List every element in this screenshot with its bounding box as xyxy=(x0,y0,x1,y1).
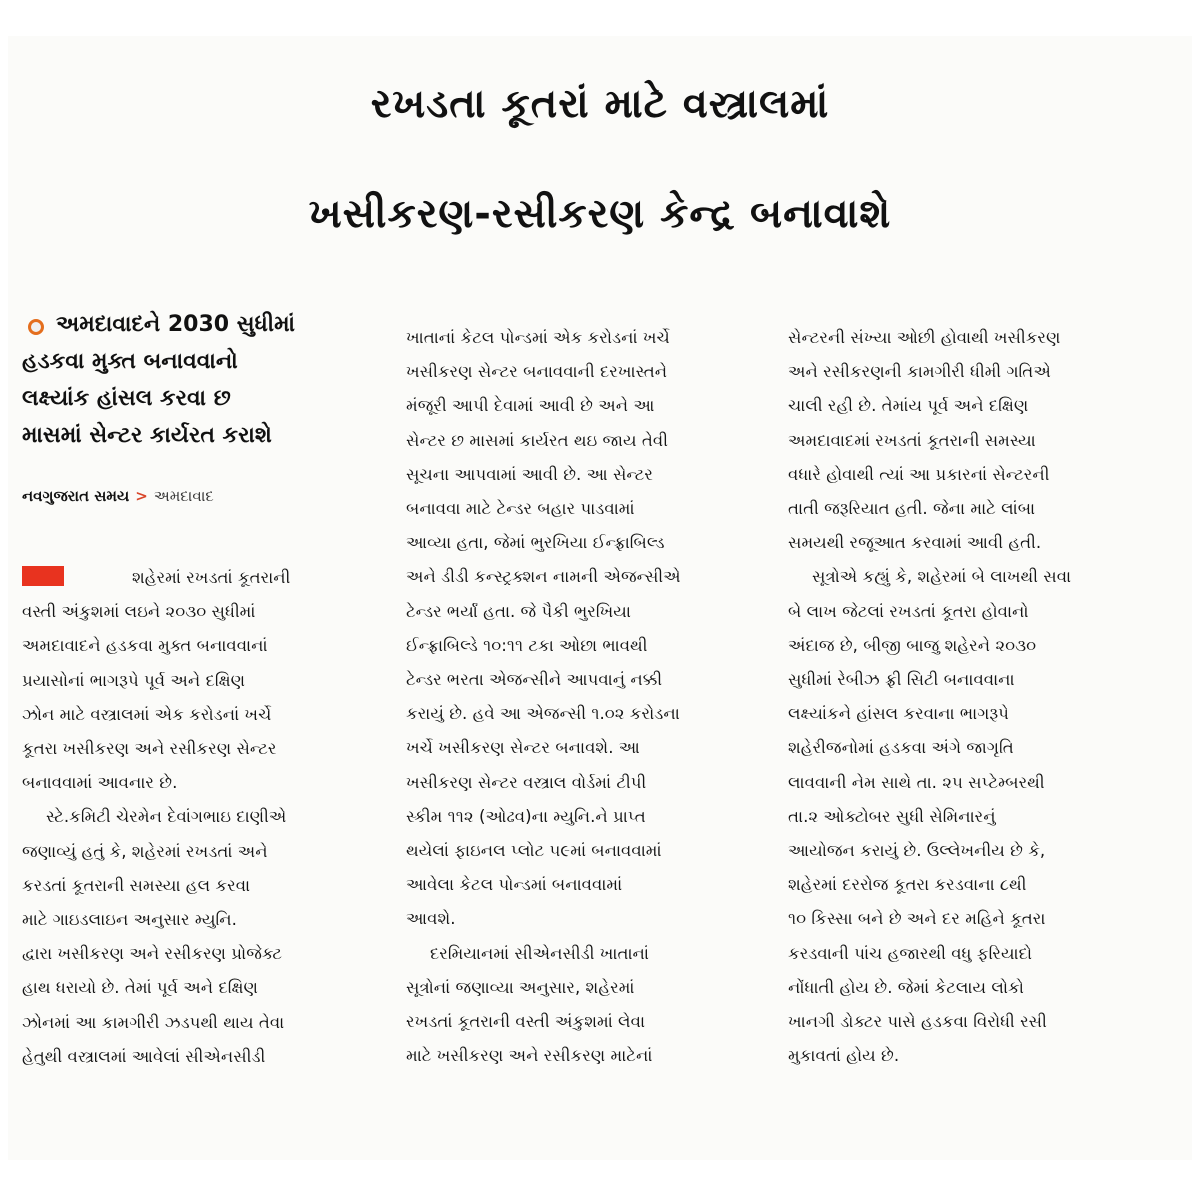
article-line: લાવવાની નેમ સાથે તા. ૨૫ સપ્ટેમ્બરથી xyxy=(788,772,1045,792)
article-line: ૧૦ કિસ્સા બને છે અને દર મહિને કૂતરા xyxy=(788,909,1046,929)
bullet-icon xyxy=(28,319,44,335)
article-line: આવશે. xyxy=(406,909,456,929)
subheadline-line: અમદાવાદને 2030 સુધીમાં xyxy=(56,312,295,337)
article-line: બનાવવા માટે ટેન્ડર બહાર પાડવામાં xyxy=(406,499,635,519)
article-line: ઝોન માટે વસ્ત્રાલમાં એક કરોડનાં ખર્ચે xyxy=(22,704,272,724)
article-line: અમદાવાદમાં રખડતાં કૂતરાની સમસ્યા xyxy=(788,430,1036,450)
article-line: તાતી જરૂરિયાત હતી. જેના માટે લાંબા xyxy=(788,499,1036,519)
article-line: ચાલી રહી છે. તેમાંય પૂર્વ અને દક્ષિણ xyxy=(788,396,1029,416)
article-line: જણાવ્યું હતું કે, શહેરમાં રખડતાં અને xyxy=(22,841,268,861)
article-line: ખાનગી ડોક્ટર પાસે હડકવા વિરોધી રસી xyxy=(788,1012,1047,1032)
article-line: ખસીકરણ સેન્ટર વસ્ત્રાલ વોર્ડમાં ટીપી xyxy=(406,772,647,792)
article-line: અને ડીડી કન્સ્ટ્રક્શન નામની એજન્સીએ xyxy=(406,567,681,587)
article-line: શહેરમાં રખડતાં કૂતરાની xyxy=(132,568,291,587)
article-line: વધારે હોવાથી ત્યાં આ પ્રકારનાં સેન્ટરની xyxy=(788,464,1050,484)
article-line: ખસીકરણ સેન્ટર બનાવવાની દરખાસ્તને xyxy=(406,362,668,382)
headline-line-1: રખડતા કૂતરાં માટે વસ્ત્રાલમાં xyxy=(370,81,830,127)
article-line: ખર્ચે ખસીકરણ સેન્ટર બનાવશે. આ xyxy=(406,738,640,758)
article-line: મંજૂરી આપી દેવામાં આવી છે અને આ xyxy=(406,396,655,416)
article-line: શહેરમાં દરરોજ કૂતરા કરડવાના ૮થી xyxy=(788,875,1027,895)
article-line: કરડવાની પાંચ હજારથી વધુ ફરિયાદો xyxy=(788,943,1033,963)
subheadline-line: માસમાં સેન્ટર કાર્યરત કરાશે xyxy=(22,423,272,448)
article-line: ટેન્ડર ભર્યાં હતા. જે પૈકી ભુરખિયા xyxy=(406,601,631,621)
article-line: ટેન્ડર ભરતા એજન્સીને આપવાનું નક્કી xyxy=(406,670,663,690)
article-line: લક્ષ્યાંકને હાંસલ કરવાના ભાગરૂપે xyxy=(788,704,1009,724)
article-line: હાથ ધરાયો છે. તેમાં પૂર્વ અને દક્ષિણ xyxy=(22,978,258,998)
byline xyxy=(22,486,214,506)
byline-source: નવગુજરાત સમય xyxy=(22,487,130,505)
article-column-2 xyxy=(406,321,772,1073)
article-line: આવ્યા હતા, જેમાં ભુરખિયા ઈન્ફ્રાબિલ્ડ xyxy=(406,533,665,553)
article-line: ખાતાનાં કેટલ પોન્ડમાં એક કરોડનાં ખર્ચે xyxy=(406,328,670,347)
newspaper-clipping xyxy=(8,36,1192,1160)
article-line: અને રસીકરણની કામગીરી ધીમી ગતિએ xyxy=(788,362,1051,382)
article-line: શહેરીજનોમાં હડકવા અંગે જાગૃતિ xyxy=(788,738,1014,758)
subheadline xyxy=(22,306,394,454)
article-line: માટે ખસીકરણ અને રસીકરણ માટેનાં xyxy=(406,1046,653,1066)
article-line: હેતુથી વસ્ત્રાલમાં આવેલાં સીએનસીડી xyxy=(22,1046,266,1066)
article-line: અમદાવાદને હડકવા મુક્ત બનાવવાનાં xyxy=(22,636,268,656)
article-line: બનાવવામાં આવનાર છે. xyxy=(22,773,178,793)
article-line: થયેલાં ફાઇનલ પ્લોટ ૫૯માં બનાવવામાં xyxy=(406,841,662,861)
headline-line-2: ખસીકરણ-રસીકરણ કેન્દ્ર બનાવાશે xyxy=(308,191,892,237)
article-line: કરાયું છે. હવે આ એજન્સી ૧.૦૨ કરોડના xyxy=(406,704,680,724)
subheadline-line: હડકવા મુક્ત બનાવવાનો xyxy=(22,349,238,374)
article-line: સૂત્રોનાં જણાવ્યા અનુસાર, શહેરમાં xyxy=(406,977,635,997)
subheadline-line: લક્ષ્યાંક હાંસલ કરવા છ xyxy=(22,386,231,411)
article-line: સેન્ટર છ માસમાં કાર્યરત થઇ જાય તેવી xyxy=(406,430,669,450)
article-line: સ્ટે.કમિટી ચેરમેન દેવાંગભાઇ દાણીએ xyxy=(46,807,287,827)
article-line: સૂત્રોએ કહ્યું કે, શહેરમાં બે લાખથી સવા xyxy=(812,567,1072,587)
byline-place: અમદાવાદ xyxy=(153,487,214,505)
article-column-3 xyxy=(788,321,1158,1073)
article-line: માટે ગાઇડલાઇન અનુસાર મ્યુનિ. xyxy=(22,910,237,930)
byline-separator: > xyxy=(135,487,148,505)
article-line: આયોજન કરાયું છે. ઉલ્લેખનીય છે કે, xyxy=(788,841,1046,861)
article-line: નોંધાતી હોય છે. જેમાં કેટલાય લોકો xyxy=(788,977,1024,997)
article-line: કૂતરા ખસીકરણ અને રસીકરણ સેન્ટર xyxy=(22,739,277,759)
article-line: કરડતાં કૂતરાની સમસ્યા હલ કરવા xyxy=(22,875,251,895)
article-line: સૂચના આપવામાં આવી છે. આ સેન્ટર xyxy=(406,464,653,484)
article-line: વસ્તી અંકુશમાં લઇને ૨૦૩૦ સુધીમાં xyxy=(22,602,256,622)
article-line: પ્રયાસોનાં ભાગરૂપે પૂર્વ અને દક્ષિણ xyxy=(22,670,246,690)
article-line: દ્વારા ખસીકરણ અને રસીકરણ પ્રોજેક્ટ xyxy=(22,944,283,964)
article-column-1 xyxy=(22,561,386,1074)
article-line: ઈન્ફ્રાબિલ્ડે ૧૦:૧૧ ટકા ઓછા ભાવથી xyxy=(406,635,648,655)
article-line: દરમિયાનમાં સીએનસીડી ખાતાનાં xyxy=(430,943,649,963)
article-line: સમયથી રજૂઆત કરવામાં આવી હતી. xyxy=(788,533,1042,553)
article-line: મુકાવતાં હોય છે. xyxy=(788,1046,900,1066)
article-line: સ્કીમ ૧૧૨ (ઓઢવ)ના મ્યુનિ.ને પ્રાપ્ત xyxy=(406,806,646,826)
article-line: આવેલા કેટલ પોન્ડમાં બનાવવામાં xyxy=(406,875,623,895)
article-line: તા.૨ ઓક્ટોબર સુધી સેમિનારનું xyxy=(788,806,996,826)
article-line: સુધીમાં રેબીઝ ફ્રી સિટી બનાવવાના xyxy=(788,670,1015,690)
article-line: સેન્ટરની સંખ્યા ઓછી હોવાથી ખસીકરણ xyxy=(788,328,1061,347)
article-line: બે લાખ જેટલાં રખડતાં કૂતરા હોવાનો xyxy=(788,601,1029,621)
article-line: રખડતાં કૂતરાની વસ્તી અંકુશમાં લેવા xyxy=(406,1012,646,1032)
article-line: ઝોનમાં આ કામગીરી ઝડપથી થાય તેવા xyxy=(22,1012,285,1032)
article-line: અંદાજ છે, બીજી બાજુ શહેરને ૨૦૩૦ xyxy=(788,635,1037,655)
